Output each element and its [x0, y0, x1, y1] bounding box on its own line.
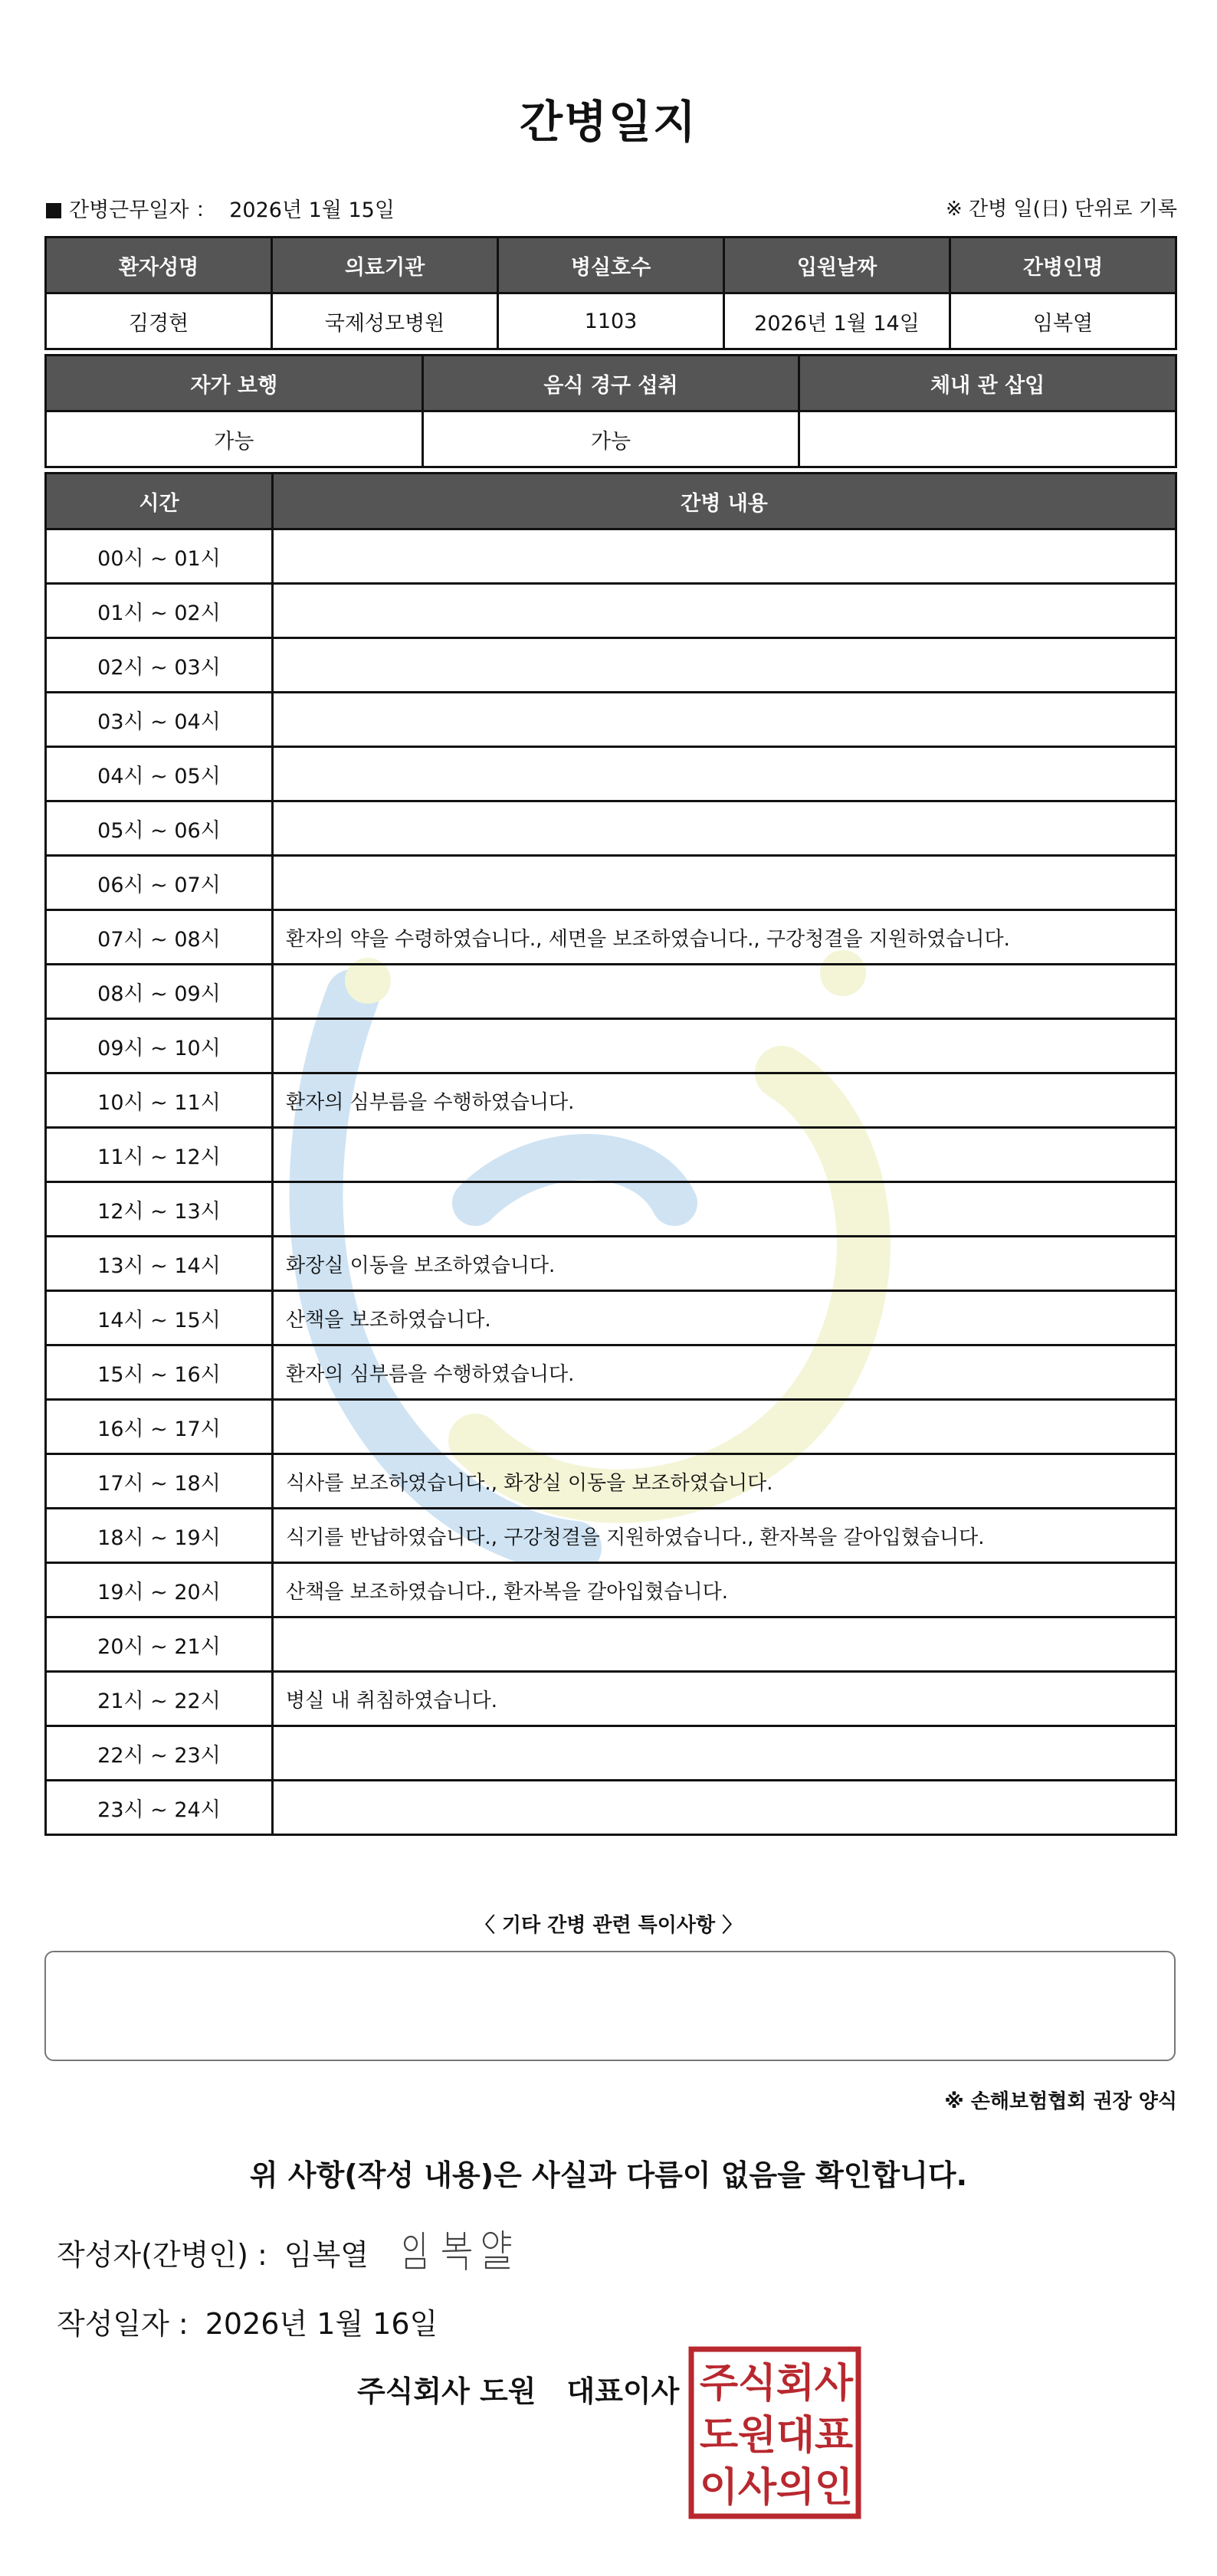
table-row	[46, 1182, 1176, 1237]
writer-name: 임복열	[284, 2238, 369, 2272]
content-cell	[273, 1019, 1176, 1073]
hourly-log-table	[44, 472, 1177, 1836]
time-cell: 13시 ~ 14시	[46, 1237, 273, 1291]
svg-text:대: 대	[776, 2413, 815, 2459]
time-cell: 18시 ~ 19시	[46, 1509, 273, 1563]
table-row	[46, 1563, 1176, 1617]
content-cell: 환자의 약을 수령하였습니다., 세면을 보조하였습니다., 구강청결을 지원하였습니다.	[273, 910, 1176, 965]
patient-status-header-row	[46, 356, 1176, 411]
svg-text:사: 사	[737, 2465, 777, 2511]
svg-text:식: 식	[737, 2361, 777, 2407]
time-cell: 12시 ~ 13시	[46, 1182, 273, 1237]
patient-status-value-row	[46, 411, 1176, 467]
time-cell: 22시 ~ 23시	[46, 1726, 273, 1781]
header-tube-insertion: 체내 관 삽입	[799, 356, 1176, 411]
table-row	[46, 1726, 1176, 1781]
table-row	[46, 529, 1176, 584]
time-cell: 09시 ~ 10시	[46, 1019, 273, 1073]
content-cell	[273, 1617, 1176, 1672]
table-row	[46, 1400, 1176, 1454]
table-row	[46, 1672, 1176, 1726]
table-row	[46, 856, 1176, 910]
patient-info-value-row	[46, 293, 1176, 349]
recommend-note: ※ 손해보험협회 권장 양식	[944, 2090, 1177, 2113]
content-cell	[273, 801, 1176, 856]
patient-info-header-row	[46, 238, 1176, 293]
content-cell: 식기를 반납하였습니다., 구강청결을 지원하였습니다., 환자복을 갈아입혔습니다.	[273, 1509, 1176, 1563]
admission-date: 2026년 1월 14일	[724, 293, 950, 349]
table-row	[46, 1781, 1176, 1835]
written-date-value: 2026년 1월 16일	[205, 2307, 438, 2341]
written-date-label: 작성일자 :	[57, 2307, 189, 2341]
table-row	[46, 1128, 1176, 1182]
table-row	[46, 1291, 1176, 1345]
table-row	[46, 910, 1176, 965]
content-cell: 화장실 이동을 보조하였습니다.	[273, 1237, 1176, 1291]
time-cell: 16시 ~ 17시	[46, 1400, 273, 1454]
oral-intake-value: 가능	[422, 411, 799, 467]
content-cell	[273, 856, 1176, 910]
svg-text:주: 주	[699, 2361, 739, 2407]
written-date-line	[57, 2300, 438, 2342]
table-row	[46, 965, 1176, 1019]
table-row	[46, 747, 1176, 801]
time-cell: 05시 ~ 06시	[46, 801, 273, 856]
content-cell	[273, 1726, 1176, 1781]
tube-insertion-value	[799, 411, 1176, 467]
special-notes-box	[44, 1951, 1176, 2061]
time-cell: 23시 ~ 24시	[46, 1781, 273, 1835]
table-row	[46, 1073, 1176, 1128]
table-row	[46, 1509, 1176, 1563]
room-number: 1103	[498, 293, 724, 349]
content-cell: 환자의 심부름을 수행하였습니다.	[273, 1073, 1176, 1128]
header-time: 시간	[46, 474, 273, 529]
time-cell: 11시 ~ 12시	[46, 1128, 273, 1182]
page-title: 간병일지	[519, 96, 698, 148]
svg-text:의: 의	[776, 2465, 815, 2511]
svg-text:원: 원	[737, 2413, 777, 2459]
patient-info-table	[44, 236, 1177, 350]
log-header-row	[46, 474, 1176, 529]
handwritten-signature	[400, 2222, 530, 2276]
work-date-label: 간병근무일자 ：	[69, 198, 217, 222]
header-care-content: 간병 내용	[273, 474, 1176, 529]
content-cell: 산책을 보조하였습니다.	[273, 1291, 1176, 1345]
header-admission-date: 입원날짜	[724, 238, 950, 293]
header-hospital: 의료기관	[272, 238, 498, 293]
time-cell: 00시 ~ 01시	[46, 529, 273, 584]
content-cell: 병실 내 취침하였습니다.	[273, 1672, 1176, 1726]
svg-text:인: 인	[814, 2465, 854, 2511]
table-row	[46, 1617, 1176, 1672]
header-room-number: 병실호수	[498, 238, 724, 293]
content-cell	[273, 529, 1176, 584]
time-cell: 06시 ~ 07시	[46, 856, 273, 910]
time-cell: 10시 ~ 11시	[46, 1073, 273, 1128]
table-row	[46, 1237, 1176, 1291]
content-cell	[273, 584, 1176, 638]
content-cell	[273, 1400, 1176, 1454]
table-row	[46, 584, 1176, 638]
representative-title: 대표이사	[566, 2374, 680, 2408]
time-cell: 07시 ~ 08시	[46, 910, 273, 965]
time-cell: 21시 ~ 22시	[46, 1672, 273, 1726]
record-note: ※ 간병 일(日) 단위로 기록	[945, 198, 1177, 221]
work-date-value: 2026년 1월 15일	[229, 198, 395, 222]
writer-label: 작성자(간병인) :	[57, 2238, 267, 2272]
time-cell: 02시 ~ 03시	[46, 638, 273, 693]
square-bullet-icon	[46, 203, 61, 218]
header-patient-name: 환자성명	[46, 238, 272, 293]
svg-text:회: 회	[776, 2361, 815, 2407]
company-line	[357, 2368, 679, 2410]
caregiver-name: 임복열	[950, 293, 1176, 349]
time-cell: 08시 ~ 09시	[46, 965, 273, 1019]
svg-text:사: 사	[814, 2361, 854, 2407]
content-cell	[273, 747, 1176, 801]
writer-line	[57, 2231, 369, 2273]
header-self-walking: 자가 보행	[46, 356, 423, 411]
content-cell	[273, 1128, 1176, 1182]
svg-text:이: 이	[699, 2465, 739, 2511]
table-row	[46, 1345, 1176, 1400]
table-row	[46, 693, 1176, 747]
content-cell	[273, 638, 1176, 693]
time-cell: 01시 ~ 02시	[46, 584, 273, 638]
table-row	[46, 801, 1176, 856]
time-cell: 15시 ~ 16시	[46, 1345, 273, 1400]
special-notes-title: 〈 기타 간병 관련 특이사항 〉	[474, 1914, 743, 1937]
svg-text:표: 표	[814, 2413, 854, 2459]
self-walking-value: 가능	[46, 411, 423, 467]
table-row	[46, 638, 1176, 693]
time-cell: 03시 ~ 04시	[46, 693, 273, 747]
time-cell: 17시 ~ 18시	[46, 1454, 273, 1509]
company-seal-stamp	[688, 2346, 861, 2519]
content-cell	[273, 1182, 1176, 1237]
svg-text:도: 도	[699, 2413, 739, 2459]
table-row	[46, 1454, 1176, 1509]
patient-status-table	[44, 354, 1177, 468]
company-name: 주식회사 도원	[357, 2374, 536, 2408]
content-cell	[273, 965, 1176, 1019]
content-cell: 산책을 보조하였습니다., 환자복을 갈아입혔습니다.	[273, 1563, 1176, 1617]
hospital-name: 국제성모병원	[272, 293, 498, 349]
header-oral-intake: 음식 경구 섭취	[422, 356, 799, 411]
time-cell: 14시 ~ 15시	[46, 1291, 273, 1345]
patient-name: 김경현	[46, 293, 272, 349]
table-row	[46, 1019, 1176, 1073]
time-cell: 20시 ~ 21시	[46, 1617, 273, 1672]
work-date	[46, 193, 395, 223]
content-cell	[273, 693, 1176, 747]
content-cell	[273, 1781, 1176, 1835]
header-caregiver-name: 간병인명	[950, 238, 1176, 293]
confirm-statement: 위 사항(작성 내용)은 사실과 다름이 없음을 확인합니다.	[249, 2158, 968, 2192]
content-cell: 식사를 보조하였습니다., 화장실 이동을 보조하였습니다.	[273, 1454, 1176, 1509]
time-cell: 19시 ~ 20시	[46, 1563, 273, 1617]
content-cell: 환자의 심부름을 수행하였습니다.	[273, 1345, 1176, 1400]
time-cell: 04시 ~ 05시	[46, 747, 273, 801]
